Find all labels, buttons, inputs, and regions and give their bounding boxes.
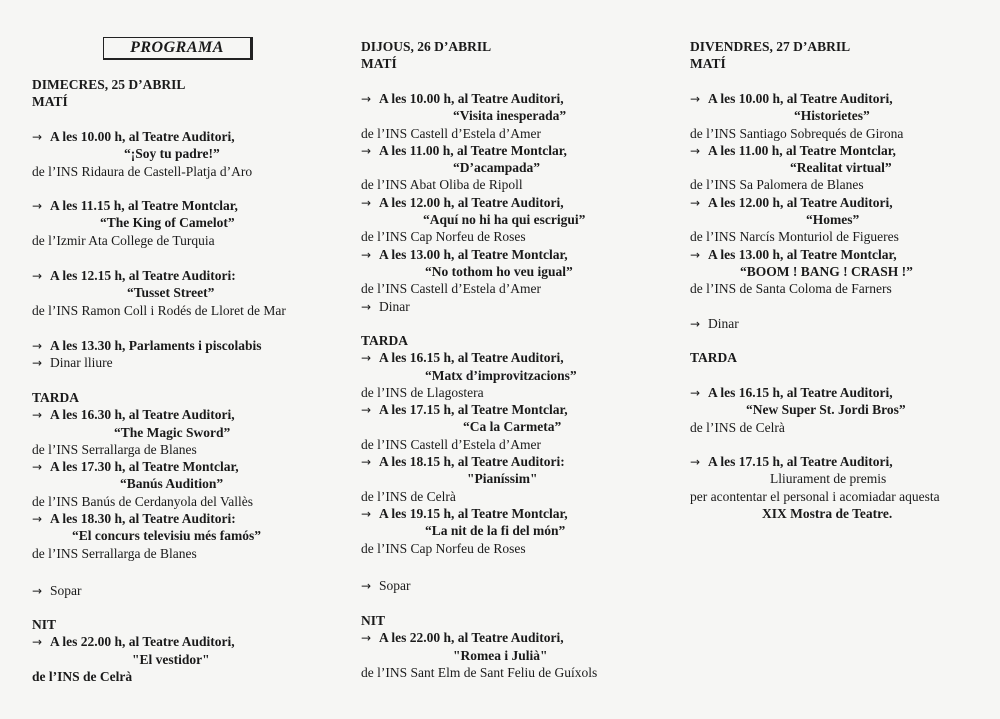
- session-heading-tarda: TARDA: [690, 350, 737, 365]
- meal-note: Dinar: [708, 316, 739, 331]
- event-school: de l’INS Sant Elm de Sant Feliu de Guíxols: [361, 664, 598, 680]
- session-heading-tarda: TARDA: [361, 333, 408, 348]
- event-time: A les 11.00 h, al Teatre Montclar,: [379, 142, 567, 158]
- arrow-icon: →: [690, 195, 701, 210]
- event-school: de l’INS de Celrà: [690, 419, 785, 435]
- arrow-icon: →: [361, 247, 372, 262]
- arrow-icon: →: [361, 299, 372, 314]
- arrow-icon: →: [361, 506, 372, 521]
- event-school: de l’INS Cap Norfeu de Roses: [361, 229, 526, 245]
- event-title: “Banús Audition”: [120, 476, 224, 492]
- event-school: de l’INS de Santa Coloma de Farners: [690, 281, 892, 297]
- event-time: A les 18.15 h, al Teatre Auditori:: [379, 454, 565, 470]
- event-title: “BOOM ! BANG ! CRASH !”: [740, 263, 913, 279]
- arrow-icon: →: [361, 579, 372, 593]
- event-title: "Pianíssim": [467, 471, 538, 487]
- event-time: A les 16.30 h, al Teatre Auditori,: [50, 407, 235, 423]
- session-heading-mati: MATÍ: [690, 56, 726, 72]
- meal-note: Dinar: [379, 298, 410, 314]
- event-time: A les 22.00 h, al Teatre Auditori,: [379, 630, 564, 646]
- event-time: A les 17.15 h, al Teatre Montclar,: [379, 402, 568, 418]
- session-heading-mati: MATÍ: [361, 56, 397, 72]
- event: [32, 197, 332, 249]
- arrow-icon: →: [690, 143, 701, 158]
- event-school: de l’INS de Celrà: [361, 488, 456, 504]
- arrow-icon: →: [361, 195, 372, 210]
- event-title: “The King of Camelot”: [100, 215, 235, 231]
- arrow-icon: →: [690, 247, 701, 262]
- event-school: de l’INS Santiago Sobrequés de Girona: [690, 125, 904, 141]
- arrow-icon: →: [32, 269, 43, 283]
- arrow-icon: →: [32, 199, 43, 213]
- arrow-icon: →: [32, 356, 43, 371]
- event-school: de l’Izmir Ata College de Turquia: [32, 232, 215, 248]
- arrow-icon: →: [361, 143, 372, 158]
- arrow-icon: →: [361, 92, 372, 106]
- event-title: "Romea i Julià": [453, 647, 548, 663]
- event-title: "El vestidor": [132, 651, 210, 667]
- arrow-icon: →: [690, 317, 701, 331]
- arrow-icon: →: [32, 130, 43, 144]
- programa-title: PROGRAMA: [130, 39, 224, 56]
- event-school: de l’INS Serrallarga de Blanes: [32, 545, 197, 561]
- arrow-icon: →: [32, 460, 43, 475]
- event-time: A les 19.15 h, al Teatre Montclar,: [379, 505, 568, 521]
- arrow-icon: →: [32, 584, 43, 598]
- event-title: “Historietes”: [794, 108, 870, 124]
- event-title: “No tothom ho veu igual”: [425, 263, 573, 279]
- event-title: “Tusset Street”: [127, 285, 215, 301]
- event-school: de l’INS Castell d’Estela d’Amer: [361, 281, 541, 297]
- arrow-icon: →: [32, 512, 43, 527]
- arrow-icon: →: [690, 92, 701, 106]
- event-school: de l’INS Narcís Monturiol de Figueres: [690, 229, 899, 245]
- event-title: “D’acampada”: [453, 160, 540, 176]
- event-time: A les 10.00 h, al Teatre Auditori,: [708, 91, 893, 106]
- event-time: A les 13.30 h, Parlaments i piscolabis: [50, 338, 262, 353]
- event-title: “Homes”: [806, 212, 860, 228]
- event-time: A les 12.00 h, al Teatre Auditori,: [708, 194, 893, 210]
- event-title: “Aquí no hi ha qui escrigui”: [423, 212, 586, 228]
- event-school: de l’INS Castell d’Estela d’Amer: [361, 436, 541, 452]
- event-time: A les 17.30 h, al Teatre Montclar,: [50, 459, 239, 475]
- event-title: “New Super St. Jordi Bros”: [746, 402, 906, 418]
- session-heading-nit: NIT: [32, 617, 57, 632]
- event-time: A les 10.00 h, al Teatre Auditori,: [379, 91, 564, 106]
- programa-title-box: [103, 37, 253, 60]
- event: [32, 267, 332, 319]
- meal-note: Sopar: [379, 578, 411, 593]
- day-heading: DIVENDRES, 27 D’ABRIL: [690, 39, 851, 54]
- event-school: de l’INS Serrallarga de Blanes: [32, 441, 197, 457]
- event-school: de l’INS de Llagostera: [361, 384, 484, 400]
- event-time: A les 16.15 h, al Teatre Auditori,: [379, 350, 564, 366]
- event-title: “Visita inesperada”: [453, 108, 567, 124]
- session-heading-nit: NIT: [361, 613, 386, 628]
- event-title: “Realitat virtual”: [790, 160, 892, 176]
- arrow-icon: →: [690, 455, 701, 469]
- event-time: A les 11.00 h, al Teatre Montclar,: [708, 142, 896, 158]
- event-time: A les 12.00 h, al Teatre Auditori,: [379, 194, 564, 210]
- event-time: A les 11.15 h, al Teatre Montclar,: [50, 198, 238, 213]
- event-school: de l’INS Ramon Coll i Rodés de Lloret de Mar: [32, 302, 286, 318]
- event: [32, 337, 332, 372]
- event-time: A les 22.00 h, al Teatre Auditori,: [50, 634, 235, 650]
- arrow-icon: →: [361, 403, 372, 418]
- arrow-icon: →: [690, 386, 701, 400]
- event-school: de l’INS Abat Oliba de Ripoll: [361, 177, 523, 193]
- event-school: de l’INS Banús de Cerdanyola del Vallès: [32, 493, 253, 509]
- event-school: de l’INS Sa Palomera de Blanes: [690, 177, 864, 193]
- event-time: A les 16.15 h, al Teatre Auditori,: [708, 385, 893, 400]
- event-title: “La nit de la fi del món”: [425, 523, 566, 539]
- event-title: “Matx d’improvitzacions”: [425, 367, 577, 383]
- arrow-icon: →: [361, 455, 372, 470]
- event-time: A les 13.00 h, al Teatre Montclar,: [708, 246, 897, 262]
- event-title: “¡Soy tu padre!”: [124, 146, 220, 162]
- event-time: A les 12.15 h, al Teatre Auditori:: [50, 268, 236, 283]
- award-line: XIX Mostra de Teatre.: [762, 505, 893, 521]
- arrow-icon: →: [361, 631, 372, 646]
- session-heading-mati: MATÍ: [32, 94, 68, 110]
- event-time: A les 13.00 h, al Teatre Montclar,: [379, 246, 568, 262]
- event-school: de l’INS Ridaura de Castell-Platja d’Aro: [32, 163, 253, 179]
- event-time: A les 18.30 h, al Teatre Auditori:: [50, 511, 236, 527]
- event: [32, 128, 332, 180]
- award-line: Lliurament de premis: [770, 471, 887, 487]
- award-line: per acontentar el personal i acomiadar aquesta: [690, 488, 940, 504]
- event-school: de l’INS Cap Norfeu de Roses: [361, 540, 526, 556]
- arrow-icon: →: [32, 635, 43, 650]
- arrow-icon: →: [32, 339, 43, 353]
- event-note: Dinar lliure: [50, 355, 113, 371]
- event-title: “Ca la Carmeta”: [463, 419, 562, 435]
- event-school: de l’INS Castell d’Estela d’Amer: [361, 125, 541, 141]
- arrow-icon: →: [32, 408, 43, 423]
- event-time: A les 10.00 h, al Teatre Auditori,: [50, 129, 235, 144]
- arrow-icon: →: [361, 351, 372, 366]
- day-heading: DIJOUS, 26 D’ABRIL: [361, 39, 492, 54]
- day-heading: DIMECRES, 25 D’ABRIL: [32, 77, 186, 92]
- event-school: de l’INS de Celrà: [32, 668, 133, 684]
- session-heading-tarda: TARDA: [32, 390, 79, 405]
- event-title: “The Magic Sword”: [114, 424, 231, 440]
- event-time: A les 17.15 h, al Teatre Auditori,: [708, 454, 893, 469]
- meal-note: Sopar: [50, 583, 82, 598]
- event-title: “El concurs televisiu més famós”: [72, 528, 261, 544]
